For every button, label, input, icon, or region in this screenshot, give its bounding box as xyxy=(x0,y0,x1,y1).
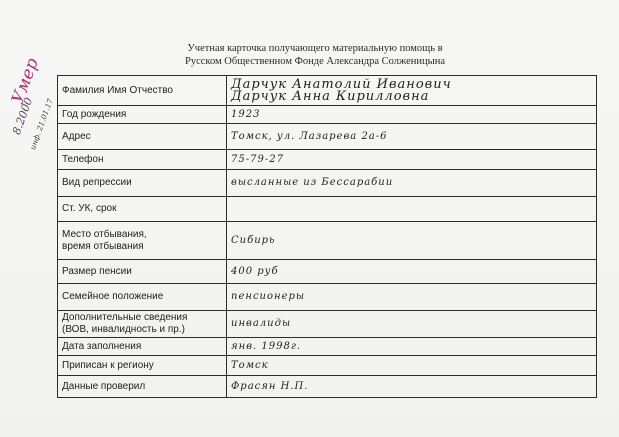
row-phone xyxy=(58,150,597,170)
row-repression-type xyxy=(58,170,597,197)
margin-note-date: 8.2000 xyxy=(10,95,36,137)
card-title-line-1: Учетная карточка получающего материальную помощь в xyxy=(187,43,443,54)
label-region: Приписан к региону xyxy=(58,356,227,376)
row-criminal-article xyxy=(58,197,597,222)
margin-note-died: Умер xyxy=(8,55,43,107)
value-place-of-serving: Сибирь xyxy=(227,222,597,260)
row-family-status xyxy=(58,284,597,311)
label-fill-date: Дата заполнения xyxy=(58,338,227,356)
value-repression-type: высланные из Бессарабии xyxy=(227,170,597,197)
value-full-name-line-1: Дарчук Анатолий Иванович xyxy=(231,76,452,92)
value-additional-info: инвалиды xyxy=(227,311,597,338)
card-table xyxy=(57,75,597,398)
label-family-status: Семейное положение xyxy=(58,284,227,311)
row-full-name xyxy=(58,76,597,106)
label-pension: Размер пенсии xyxy=(58,260,227,284)
value-fill-date: янв. 1998г. xyxy=(227,338,597,356)
label-birth-year: Год рождения xyxy=(58,106,227,124)
row-region xyxy=(58,356,597,376)
value-criminal-article xyxy=(227,197,597,222)
row-pension xyxy=(58,260,597,284)
card-title-line-2: Русском Общественном Фонде Александра Солженицына xyxy=(185,56,445,67)
value-region: Томск xyxy=(227,356,597,376)
label-place-of-serving: Место отбывания, время отбывания xyxy=(58,222,227,260)
margin-note-info: инф. 21.01.17 xyxy=(28,97,55,152)
label-verified-by: Данные проверил xyxy=(58,376,227,398)
label-full-name: Фамилия Имя Отчество xyxy=(58,76,227,106)
row-fill-date xyxy=(58,338,597,356)
label-address: Адрес xyxy=(58,124,227,150)
label-repression-type: Вид репрессии xyxy=(58,170,227,197)
value-full-name xyxy=(227,76,597,106)
value-pension: 400 руб xyxy=(227,260,597,284)
row-place-of-serving xyxy=(58,222,597,260)
value-full-name-line-2: Дарчук Анна Кирилловна xyxy=(231,88,430,104)
value-phone: 75-79-27 xyxy=(227,150,597,170)
value-address: Томск, ул. Лазарева 2а-6 xyxy=(227,124,597,150)
label-criminal-article: Ст. УК, срок xyxy=(58,197,227,222)
label-phone: Телефон xyxy=(58,150,227,170)
row-verified-by xyxy=(58,376,597,398)
value-family-status: пенсионеры xyxy=(227,284,597,311)
row-address xyxy=(58,124,597,150)
value-verified-by: Фрасян Н.П. xyxy=(227,376,597,398)
value-birth-year: 1923 xyxy=(227,106,597,124)
card-title xyxy=(150,42,480,68)
row-additional-info xyxy=(58,311,597,338)
label-additional-info: Дополнительные сведения (ВОВ, инвалидность и пр.) xyxy=(58,311,227,338)
row-birth-year xyxy=(58,106,597,124)
